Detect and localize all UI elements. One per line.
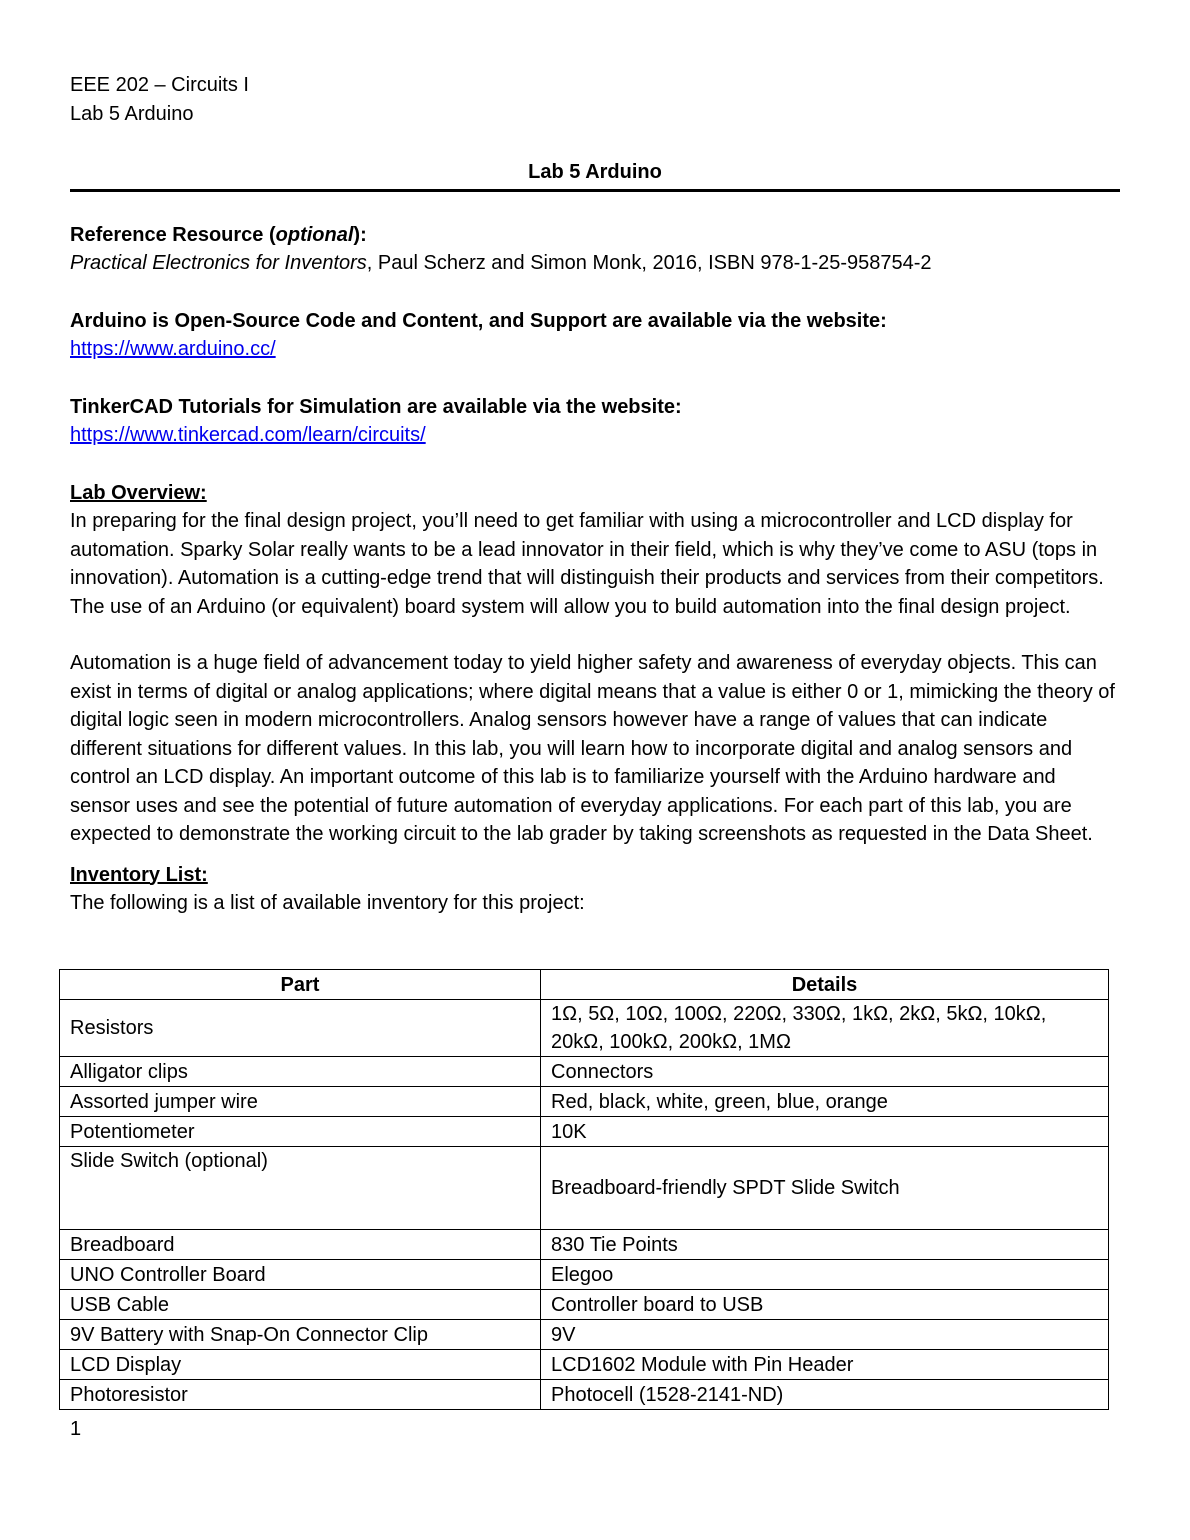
part-cell: Resistors	[60, 1000, 541, 1057]
part-cell: USB Cable	[60, 1290, 541, 1320]
table-row	[60, 1350, 1109, 1380]
details-cell: Breadboard-friendly SPDT Slide Switch	[541, 1147, 1109, 1230]
overview-section	[70, 479, 1120, 849]
table-row	[60, 1290, 1109, 1320]
details-cell: Photocell (1528-2141-ND)	[541, 1380, 1109, 1410]
inventory-table	[59, 969, 1109, 1410]
part-cell: Assorted jumper wire	[60, 1087, 541, 1117]
arduino-link[interactable]: https://www.arduino.cc/	[70, 338, 276, 360]
page-title: Lab 5 Arduino	[70, 158, 1120, 192]
table-row	[60, 1147, 1109, 1230]
reference-section	[70, 221, 1120, 278]
part-cell: 9V Battery with Snap-On Connector Clip	[60, 1320, 541, 1350]
table-row	[60, 1117, 1109, 1147]
reference-heading: Reference Resource (optional):	[70, 223, 367, 246]
arduino-section	[70, 307, 1120, 364]
tinkercad-section	[70, 393, 1120, 450]
overview-paragraph-2: Automation is a huge field of advancement today to yield higher safety and awareness of everyday objects. This can exist in terms of digital or analog applications; where digital means that a value is either 0 or 1, mimicking the theory of digital logic seen in modern microcontrollers. Analog sensors however have a range of values that can indicate different situations for different values. In this lab, you will learn how to incorporate digital and analog sensors and control an LCD display. An important outcome of this lab is to familiarize yourself with the Arduino hardware and sensor uses and see the potential of future automation of everyday applications. For each part of this lab, you are expected to demonstrate the working circuit to the lab grader by taking screenshots as requested in the Data Sheet.	[70, 652, 1115, 845]
inventory-section	[70, 861, 1120, 918]
column-header-details: Details	[541, 970, 1109, 1000]
details-cell: 830 Tie Points	[541, 1230, 1109, 1260]
details-cell: LCD1602 Module with Pin Header	[541, 1350, 1109, 1380]
part-cell: Slide Switch (optional)	[60, 1147, 541, 1230]
reference-citation: Practical Electronics for Inventors, Paul Scherz and Simon Monk, 2016, ISBN 978-1-25-958754-2	[70, 252, 932, 274]
details-cell: Red, black, white, green, blue, orange	[541, 1087, 1109, 1117]
course-header: EEE 202 – Circuits I	[70, 74, 249, 96]
document-page	[70, 71, 1120, 918]
tinkercad-link[interactable]: https://www.tinkercad.com/learn/circuits/	[70, 424, 426, 446]
part-cell: Breadboard	[60, 1230, 541, 1260]
table-row	[60, 1087, 1109, 1117]
details-cell: 9V	[541, 1320, 1109, 1350]
details-cell: 10K	[541, 1117, 1109, 1147]
inventory-intro: The following is a list of available inventory for this project:	[70, 892, 585, 914]
part-cell: LCD Display	[60, 1350, 541, 1380]
table-row	[60, 1230, 1109, 1260]
part-cell: Photoresistor	[60, 1380, 541, 1410]
table-row	[60, 1260, 1109, 1290]
part-cell: UNO Controller Board	[60, 1260, 541, 1290]
details-cell: Controller board to USB	[541, 1290, 1109, 1320]
table-header-row	[60, 970, 1109, 1000]
table-row	[60, 1057, 1109, 1087]
lab-header: Lab 5 Arduino	[70, 102, 194, 125]
details-cell: 1Ω, 5Ω, 10Ω, 100Ω, 220Ω, 330Ω, 1kΩ, 2kΩ, 5kΩ, 10kΩ, 20kΩ, 100kΩ, 200kΩ, 1MΩ	[541, 1000, 1109, 1057]
book-title: Practical Electronics for Inventors	[70, 252, 367, 274]
arduino-heading: Arduino is Open-Source Code and Content, and Support are available via the website:	[70, 309, 887, 332]
overview-heading: Lab Overview:	[70, 481, 207, 504]
table-row	[60, 1380, 1109, 1410]
part-cell: Potentiometer	[60, 1117, 541, 1147]
page-number: 1	[70, 1418, 82, 1440]
overview-paragraph-1: In preparing for the final design project, you’ll need to get familiar with using a microcontroller and LCD display for automation. Sparky Solar really wants to be a lead innovator in their field, which is why they’ve come to ASU (tops in innovation). Automation is a cutting-edge trend that will distinguish their products and services from their competitors. The use of an Arduino (or equivalent) board system will allow you to build automation into the final design project.	[70, 510, 1104, 618]
details-cell: Connectors	[541, 1057, 1109, 1087]
table-row	[60, 1000, 1109, 1057]
table-row	[60, 1320, 1109, 1350]
column-header-part: Part	[60, 970, 541, 1000]
details-cell: Elegoo	[541, 1260, 1109, 1290]
inventory-heading: Inventory List:	[70, 863, 208, 886]
part-cell: Alligator clips	[60, 1057, 541, 1087]
tinkercad-heading: TinkerCAD Tutorials for Simulation are available via the website:	[70, 395, 682, 418]
